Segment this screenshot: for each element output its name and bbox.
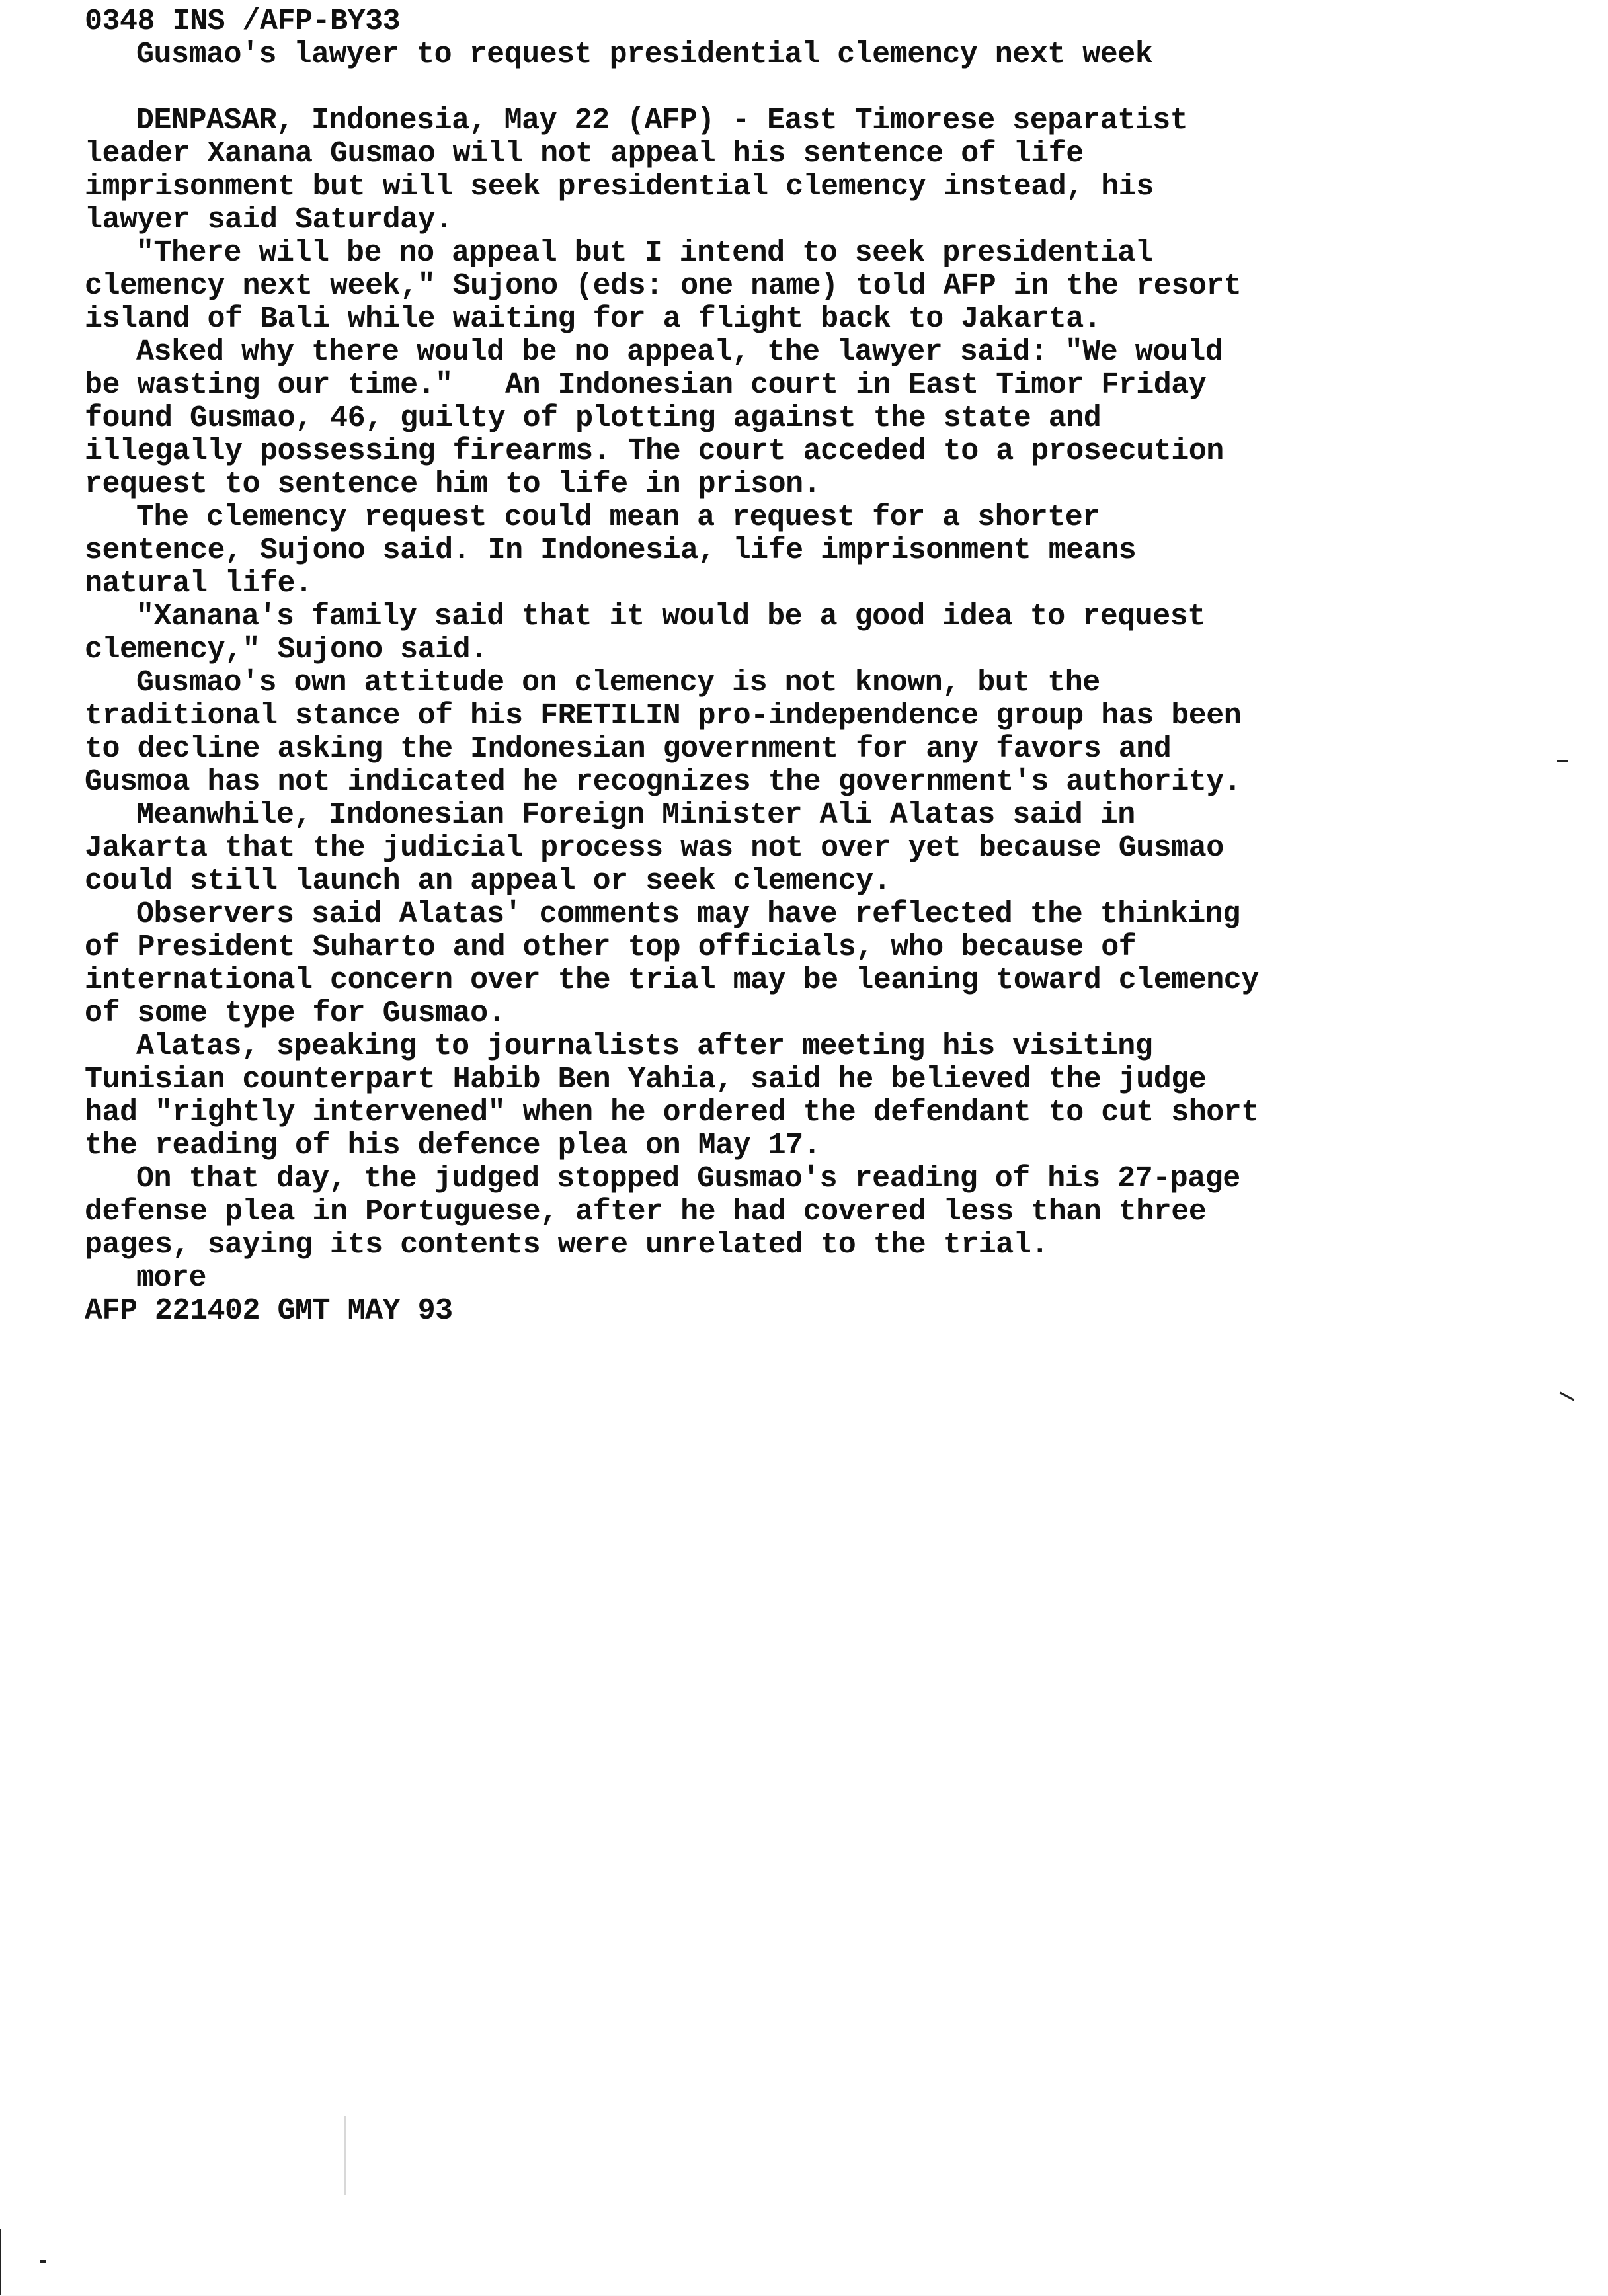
body-line: could still launch an appeal or seek clemency.: [85, 864, 891, 898]
body-line: sentence, Sujono said. In Indonesia, life imprisonment means: [85, 534, 1137, 567]
body-line: Jakarta that the judicial process was not over yet because Gusmao: [85, 831, 1224, 865]
body-line: leader Xanana Gusmao will not appeal his sentence of life: [85, 137, 1084, 171]
body-line: "There will be no appeal but I intend to seek presidential: [136, 236, 1153, 270]
spacer: [85, 71, 1526, 104]
body-line: illegally possessing firearms. The court acceded to a prosecution: [85, 434, 1224, 468]
body-line: the reading of his defence plea on May 17.: [85, 1129, 821, 1163]
headline: Gusmao's lawyer to request presidential clemency next week: [136, 38, 1153, 71]
dateline-footer: AFP 221402 GMT MAY 93: [85, 1294, 453, 1328]
scan-speck: [40, 2260, 46, 2263]
scan-edge-mark: [0, 2229, 1, 2296]
scan-speck: [344, 2116, 346, 2195]
body-line: Observers said Alatas' comments may have reflected the thinking: [136, 897, 1240, 931]
body-line: found Gusmao, 46, guilty of plotting against the state and: [85, 401, 1102, 435]
body-line: defense plea in Portuguese, after he had covered less than three: [85, 1195, 1207, 1229]
body-line: Meanwhile, Indonesian Foreign Minister Ali Alatas said in: [136, 798, 1135, 832]
body-line: island of Bali while waiting for a flight back to Jakarta.: [85, 302, 1102, 336]
body-line: lawyer said Saturday.: [85, 203, 453, 237]
body-line: Gusmoa has not indicated he recognizes the government's authority.: [85, 765, 1242, 799]
body-line: natural life.: [85, 567, 313, 600]
scan-speck: [1560, 1392, 1575, 1401]
body-line: request to sentence him to life in prison.: [85, 468, 821, 501]
body-line: DENPASAR, Indonesia, May 22 (AFP) - East Timorese separatist: [136, 104, 1188, 138]
slug-line: 0348 INS /AFP-BY33: [85, 5, 401, 38]
more-marker: more: [136, 1261, 207, 1295]
body-line: of President Suharto and other top officials, who because of: [85, 930, 1137, 964]
body-line: "Xanana's family said that it would be a good idea to request: [136, 600, 1205, 634]
body-line: traditional stance of his FRETILIN pro-independence group has been: [85, 699, 1242, 733]
body-line: On that day, the judged stopped Gusmao's reading of his 27-page: [136, 1162, 1240, 1196]
body-line: Gusmao's own attitude on clemency is not known, but the: [136, 666, 1100, 700]
body-line: to decline asking the Indonesian government for any favors and: [85, 732, 1172, 766]
wire-text-block: [85, 5, 1526, 1328]
body-line: clemency next week," Sujono (eds: one name) told AFP in the resort: [85, 269, 1242, 303]
body-line: clemency," Sujono said.: [85, 633, 488, 667]
body-line: Tunisian counterpart Habib Ben Yahia, said he believed the judge: [85, 1063, 1207, 1096]
body-line: Asked why there would be no appeal, the lawyer said: "We would: [136, 335, 1223, 369]
body-line: of some type for Gusmao.: [85, 997, 506, 1030]
body-line: had "rightly intervened" when he ordered the defendant to cut short: [85, 1096, 1259, 1129]
scan-speck: [1557, 760, 1568, 762]
body-line: pages, saying its contents were unrelated to the trial.: [85, 1228, 1049, 1262]
body-line: imprisonment but will seek presidential clemency instead, his: [85, 170, 1154, 204]
body-line: Alatas, speaking to journalists after meeting his visiting: [136, 1030, 1153, 1063]
body-line: The clemency request could mean a request for a shorter: [136, 501, 1100, 534]
body-line: international concern over the trial may be leaning toward clemency: [85, 964, 1259, 997]
body-line: be wasting our time." An Indonesian court in East Timor Friday: [85, 368, 1207, 402]
